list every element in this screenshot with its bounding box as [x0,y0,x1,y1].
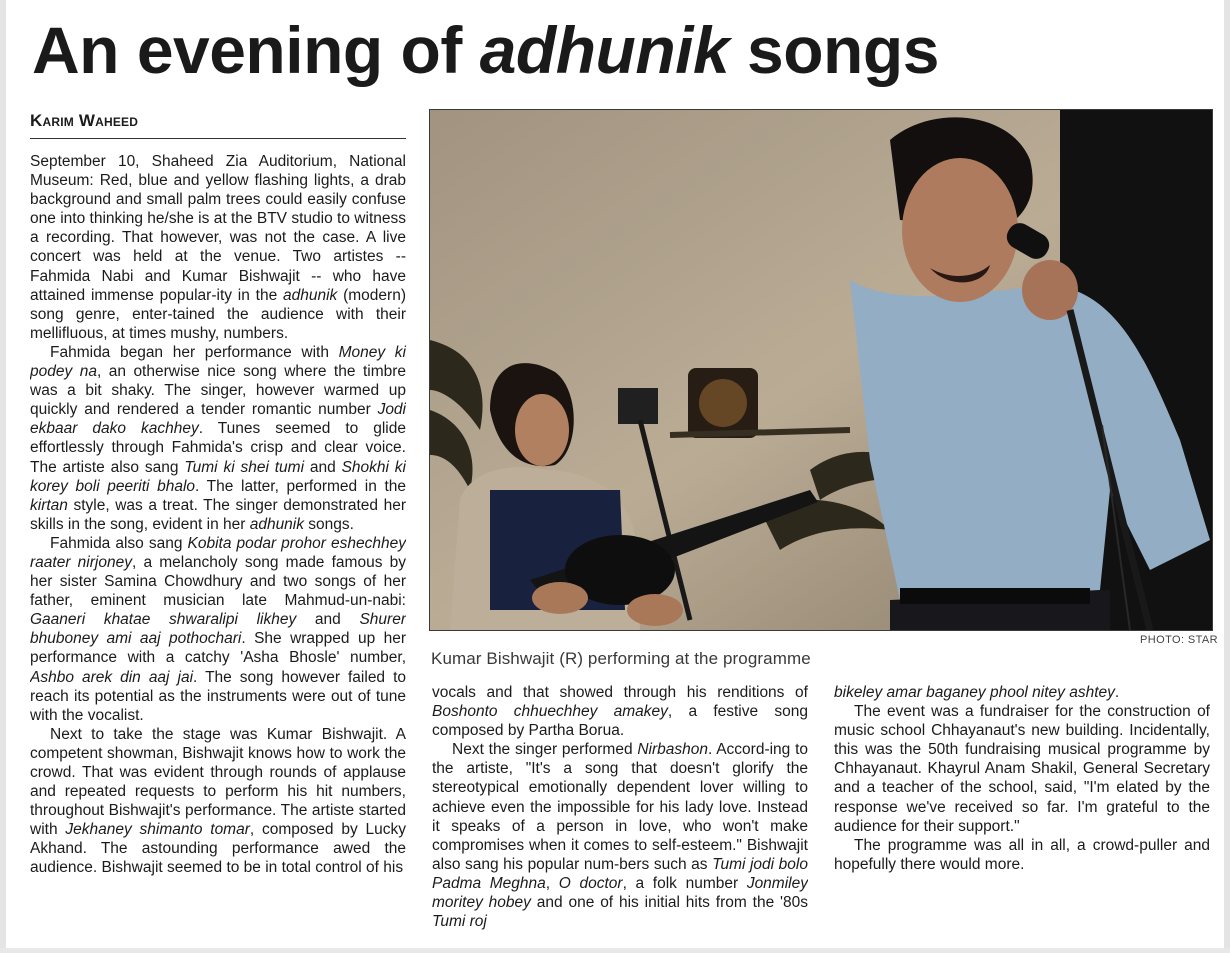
text-run: and one of his initial hits from the '80s [530,894,808,912]
paragraph [834,683,1210,702]
paragraph [30,152,406,343]
text-run: (modern) song genre, enter-tained the audience with their mellifluous, at times mushy, numbers. [30,286,406,342]
italic-text: kirtan [30,496,68,514]
text-run: Next to take the stage was Kumar Bishwajit. A competent showman, Bishwajit knows how to work the crowd. That was evident through rounds of applause and repeated requests to perform his hit numbers, throughout Bishwajit's performance. The artiste started with [30,725,406,839]
paragraph [30,534,406,725]
paragraph [834,836,1210,874]
text-run: , [545,874,559,892]
headline-part1: An evening of [32,13,480,87]
text-run: songs. [304,515,354,533]
page-bottom-edge [0,948,1230,953]
italic-text: Tumi roj [432,913,487,931]
text-run: . Tunes seemed to glide effortlessly through Fahmida's crisp and clear voice. The artiste also sang [30,420,406,476]
text-run: Next the singer performed [452,741,638,759]
photo-caption: Kumar Bishwajit (R) performing at the programme [431,649,811,668]
photo-credit: PHOTO: STAR [1140,634,1218,646]
headline [32,6,939,94]
italic-text: adhunik [249,515,304,533]
italic-text: Money ki podey na [30,343,406,381]
text-run: Fahmida began her performance with [50,343,339,361]
italic-text: bikeley amar baganey phool nitey ashtey [834,684,1115,701]
article-column-2 [432,683,808,943]
text-run: , composed by Lucky Akhand. The astounding performance awed the audience. Bishwajit seemed to be in total control of his [30,821,406,877]
italic-text: Jodi ekbaar dako kachhey [30,401,406,438]
text-run: . [1114,684,1120,701]
italic-text: Jekhaney shimanto tomar [65,821,250,839]
paragraph [834,702,1210,836]
text-run: , an otherwise nice song where the timbre was a bit shaky. The singer, however warmed up quickly and rendered a tender romantic number [30,363,406,419]
text-run: and [304,458,342,476]
italic-text: Shurer bhuboney ami aaj pothochari [30,611,406,648]
concert-photo [429,109,1213,631]
italic-text: Ashbo arek din aaj jai [30,668,194,686]
italic-text: Tumi jodi bolo Padma Meghna [432,855,808,892]
article-column-3 [834,683,1210,943]
text-run: . Accord-ing to the artiste, "It's a song that doesn't glorify the stereotypical emotionally dependent lover willing to achieve even the impossible for his lady love. Instead it speaks of a person in love, who won't make compromises when it comes to self-esteem." Bishwajit also sang his popular num-bers such as [432,741,808,873]
text-run: . The song however failed to reach its potential as the instruments were out of tune with the vocalist. [30,668,406,724]
text-run: The programme was all in all, a crowd-puller and hopefully there would more. [834,836,1210,873]
text-run: Fahmida also sang [50,534,188,552]
text-run: , a melancholy song made famous by her sister Samina Chowdhury and two songs of her father, eminent musician late Mahmud-un-nabi: [30,553,406,610]
paragraph [30,725,406,878]
text-run: The event was a fundraiser for the construction of music school Chhayanaut's new building. Incidentally, this was the 50th fundraising musical programme by Chhayanaut. Khayrul Anam Shakil, General Secretary and a teacher of the school, said, "I'm elated by the response we've received so far. I'm grateful to the audience for their support." [834,703,1210,835]
italic-text: Tumi ki shei tumi [184,458,305,476]
headline-part2: songs [729,13,939,87]
text-run: and [296,611,360,629]
headline-italic: adhunik [479,13,730,87]
paragraph [432,683,808,740]
page-left-edge [0,0,6,953]
concert-photo-illustration [430,110,1212,630]
byline: Karim Waheed [30,111,406,139]
italic-text: Gaaneri khatae shwaralipi likhey [30,611,297,629]
italic-text: Jonmiley moritey hobey [432,874,808,912]
italic-text: Shokhi ki korey boli peeriti bhalo [30,458,406,495]
text-run: September 10, Shaheed Zia Auditorium, National Museum: Red, blue and yellow flashing lights, a drab background and small palm trees could easily confuse one into thinking he/she is at the BTV studio to witness a recording. That however, was not the case. A live concert was held at the venue. Two artistes -- Fahmida Nabi and Kumar Bishwajit -- who have attained immense popular-ity in the [30,153,406,304]
text-run: , a folk number [622,874,747,892]
paragraph [30,343,406,534]
italic-text: Nirbashon [637,741,708,759]
text-run: . She wrapped up her performance with a catchy 'Asha Bhosle' number, [30,630,406,667]
italic-text: adhunik [283,286,338,304]
italic-text: Kobita podar prohor eshechhey raater nirjoney [30,534,406,571]
text-run: . The latter, performed in the [195,477,406,495]
text-run: , a festive song composed by Partha Borua. [432,703,808,740]
text-run: vocals and that showed through his renditions of [432,684,808,701]
page-right-edge [1224,0,1230,953]
article-column-1 [30,152,406,942]
paragraph [432,740,808,931]
italic-text: O doctor [558,874,623,892]
text-run: style, was a treat. The singer demonstrated her skills in the song, evident in her [30,496,406,533]
italic-text: Boshonto chhuechhey amakey [432,703,668,721]
